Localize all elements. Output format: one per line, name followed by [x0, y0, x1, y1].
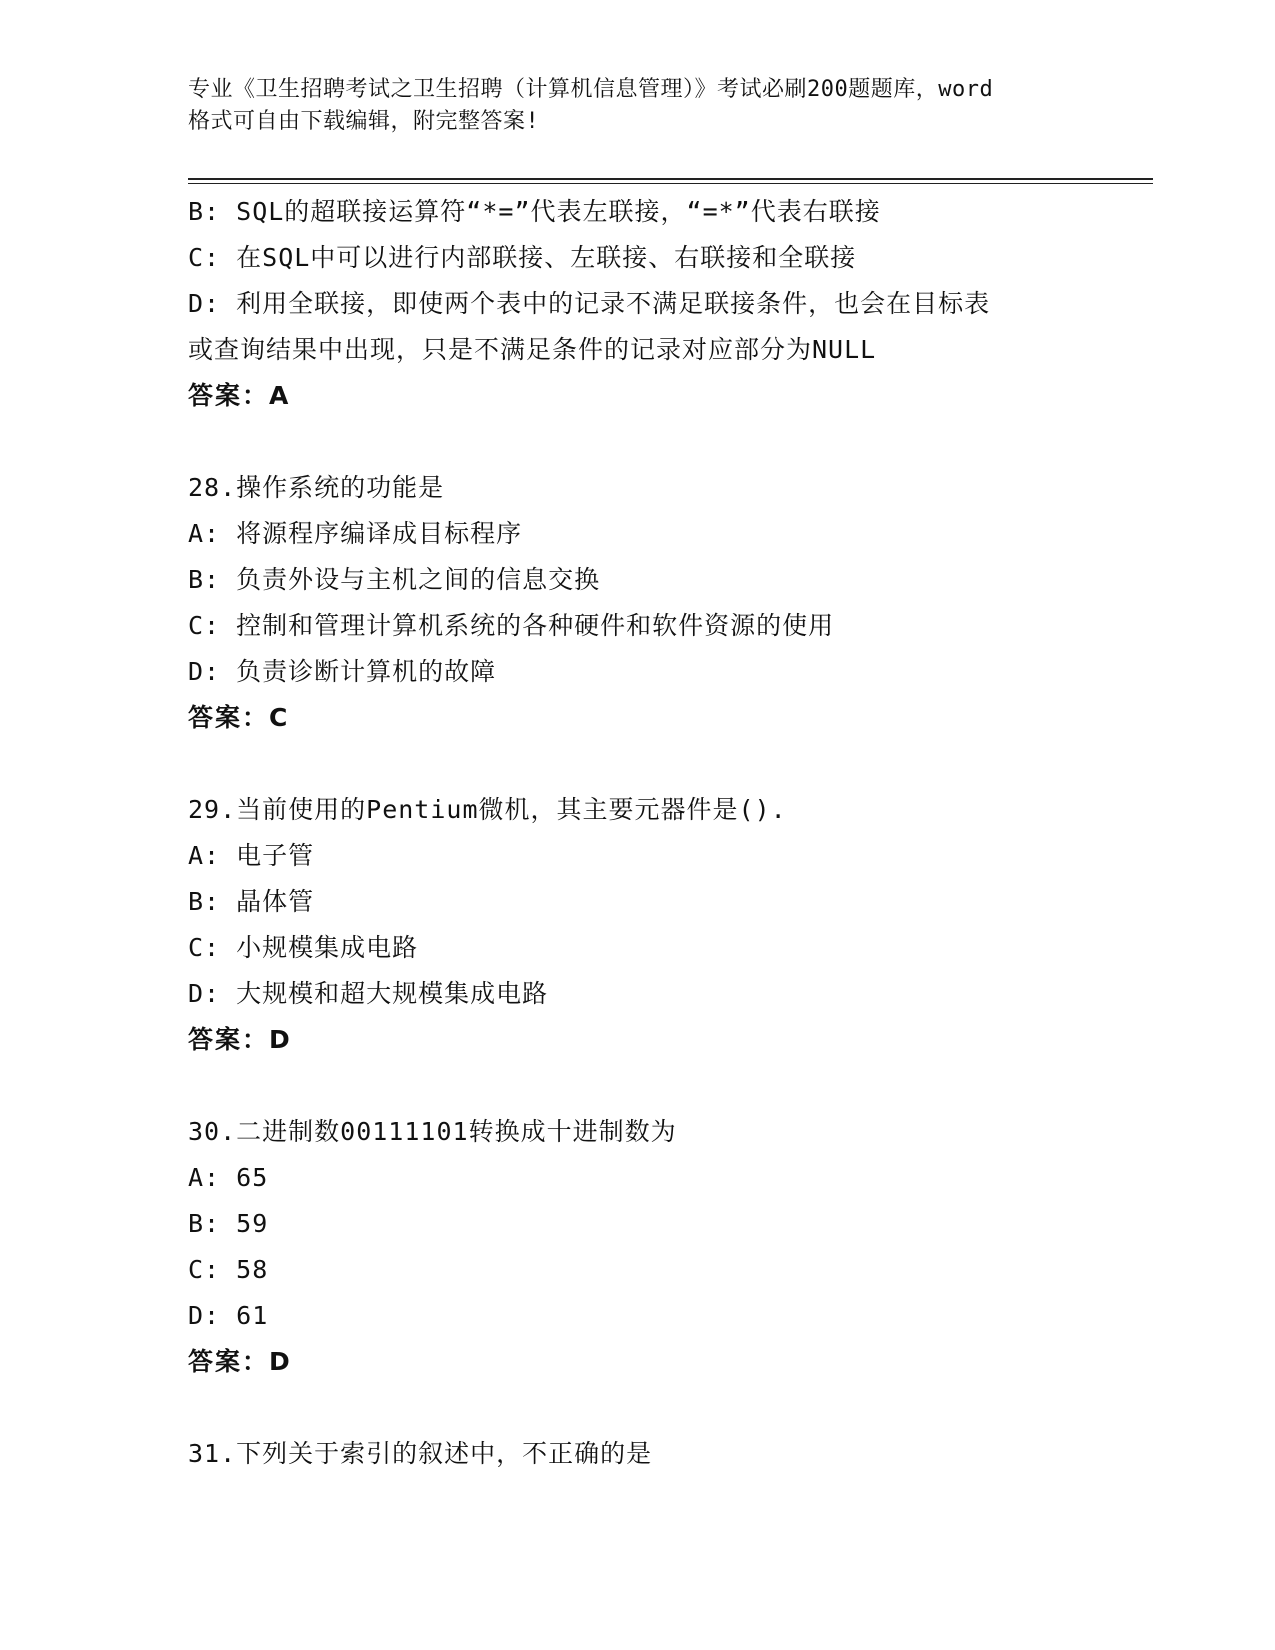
question-30 [188, 1109, 1148, 1385]
option-d-line-2: 或查询结果中出现，只是不满足条件的记录对应部分为NULL [188, 335, 877, 364]
header-line-1: 专业《卫生招聘考试之卫生招聘（计算机信息管理）》考试必刷200题题库，word [188, 77, 994, 102]
question-29 [188, 787, 1148, 1063]
question-text: 28.操作系统的功能是 [188, 473, 445, 502]
option-d: D: 61 [188, 1301, 269, 1330]
option-b: B: 负责外设与主机之间的信息交换 [188, 565, 601, 594]
spacer [188, 1063, 1148, 1109]
spacer [188, 419, 1148, 465]
option-b: B: SQL的超联接运算符“*=”代表左联接，“=*”代表右联接 [188, 197, 881, 226]
question-text: 29.当前使用的Pentium微机，其主要元器件是(). [188, 795, 787, 824]
option-c: C: 控制和管理计算机系统的各种硬件和软件资源的使用 [188, 611, 835, 640]
question-text: 30.二进制数00111101转换成十进制数为 [188, 1117, 677, 1146]
document-header [188, 74, 1108, 138]
question-27-continuation [188, 189, 1148, 419]
answer: 答案：D [188, 1347, 292, 1376]
document-body [188, 189, 1148, 1477]
spacer [188, 741, 1148, 787]
answer: 答案：D [188, 1025, 292, 1054]
header-divider-thin [188, 183, 1153, 184]
option-a: A: 65 [188, 1163, 269, 1192]
option-c: C: 58 [188, 1255, 269, 1284]
header-line-2: 格式可自由下载编辑，附完整答案! [188, 109, 540, 134]
option-a: A: 电子管 [188, 841, 315, 870]
answer: 答案：C [188, 703, 290, 732]
option-d: D: 负责诊断计算机的故障 [188, 657, 497, 686]
option-b: B: 晶体管 [188, 887, 315, 916]
spacer [188, 1385, 1148, 1431]
option-b: B: 59 [188, 1209, 269, 1238]
header-divider-thick [188, 178, 1153, 180]
option-d-line-1: D: 利用全联接，即使两个表中的记录不满足联接条件，也会在目标表 [188, 289, 991, 318]
question-31 [188, 1431, 1148, 1477]
option-c: C: 在SQL中可以进行内部联接、左联接、右联接和全联接 [188, 243, 857, 272]
option-a: A: 将源程序编译成目标程序 [188, 519, 523, 548]
answer: 答案：A [188, 381, 291, 410]
option-d: D: 大规模和超大规模集成电路 [188, 979, 549, 1008]
question-text: 31.下列关于索引的叙述中，不正确的是 [188, 1439, 653, 1468]
option-c: C: 小规模集成电路 [188, 933, 419, 962]
question-28 [188, 465, 1148, 741]
